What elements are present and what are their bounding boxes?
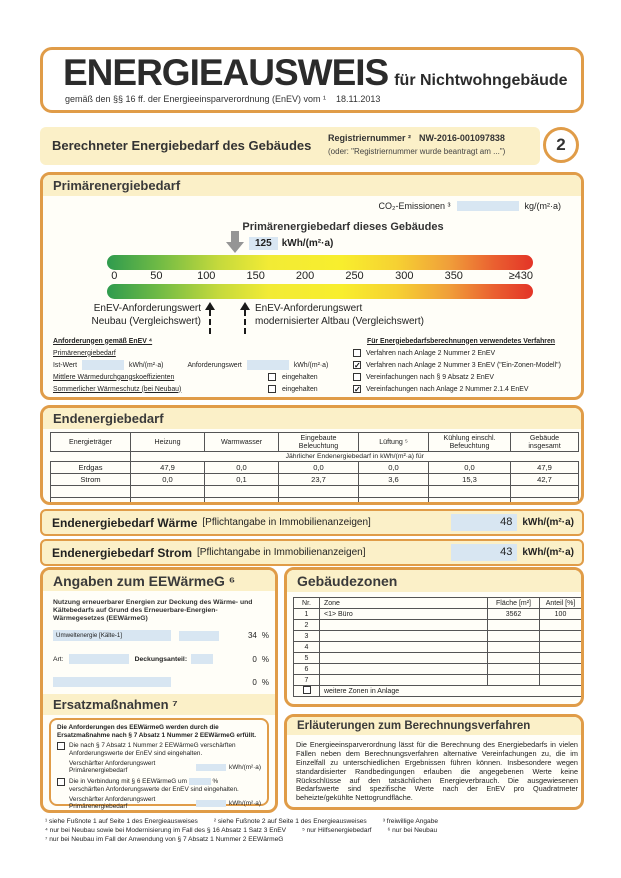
method-checkbox-3[interactable] (353, 373, 361, 381)
ist-value-field[interactable] (82, 360, 124, 370)
methods-heading: Für Energiebedarfsberechnungen verwendetes Verfahren (367, 337, 556, 345)
ersatz-intro: Die Anforderungen des EEWärmeG werden durch die Ersatzmaßnahme nach § 7 Absatz 1 Nummer 2 EEWärmeG erfüllt. (57, 724, 257, 739)
zone-row: 2 (294, 620, 582, 631)
table-header-row (51, 433, 579, 452)
pointer-value-field[interactable]: 125 (249, 237, 278, 250)
anforderung-label: Anforderungswert (187, 361, 242, 369)
heat-bar-title: Endenergiebedarf Wärme (52, 515, 198, 530)
tick-300: 300 (395, 270, 414, 282)
table-row: Strom 0,0 0,1 23,7 3,6 15,3 42,7 (51, 474, 579, 486)
zone-row: 3 (294, 631, 582, 642)
enev-requirements-column (53, 335, 349, 395)
more-zones-label: weitere Zonen in Anlage (320, 686, 582, 697)
footnote-2: ² siehe Fußnote 2 auf Seite 1 des Energieausweises (213, 818, 367, 825)
energy-scale (107, 255, 533, 299)
co2-unit: kg/(m²·a) (524, 201, 561, 211)
end-energy-power-bar (40, 539, 584, 566)
building-demand-label: Primärenergiebedarf dieses Gebäudes (242, 221, 444, 233)
eewaermeg-pct-1: 34 % (247, 631, 269, 640)
method-item-3 (353, 371, 577, 383)
verschaerfter-field-2[interactable] (196, 800, 226, 807)
waermedurchgang-state: eingehalten (282, 373, 318, 381)
law-reference (65, 94, 380, 104)
heat-unit: kWh/(m²·a) (522, 517, 574, 528)
waermeschutz-row (53, 383, 349, 395)
explanations-box (284, 714, 584, 810)
scale-pointer-icon (226, 231, 244, 253)
tick-150: 150 (246, 270, 265, 282)
header-box (40, 47, 584, 113)
tick-0: 0 (111, 270, 118, 282)
footnotes (45, 818, 583, 843)
eewaermeg-row-2 (53, 654, 269, 664)
method-label-3: Vereinfachungen nach § 9 Absatz 2 EnEV (366, 373, 494, 381)
subtitle-text: für Nichtwohngebäude (394, 72, 568, 89)
footnote-1: ¹ siehe Fußnote 1 auf Seite 1 des Energieausweises (45, 818, 198, 825)
zones-col-anteil: Anteil [%] (540, 598, 582, 609)
calc-demand-band (40, 127, 540, 165)
registration-value: NW-2016-001097838 (419, 133, 505, 143)
waermeschutz-label: Sommerlicher Wärmeschutz (bei Neubau) (53, 385, 182, 393)
zone-row: 7 (294, 675, 582, 686)
more-zones-checkbox[interactable] (303, 686, 311, 694)
method-checkbox-4[interactable]: ✓ (354, 385, 361, 394)
scale-band-bottom (107, 284, 533, 299)
method-label-4: Vereinfachungen nach Anlage 2 Nummer 2.1.4 EnEV (366, 385, 529, 393)
zones-table (293, 597, 582, 697)
end-energy-title: Endenergiebedarf (43, 408, 581, 429)
power-unit: kWh/(m²·a) (522, 547, 574, 558)
table-span-header-row (51, 452, 579, 462)
method-item-1 (353, 347, 577, 359)
zones-col-nr: Nr. (294, 598, 320, 609)
primary-energy-box (40, 172, 584, 400)
footnote-4: ⁴ nur bei Neubau sowie bei Modernisierung im Fall des § 16 Absatz 1 Satz 3 EnEV (45, 827, 287, 834)
scale-band-top (107, 255, 533, 270)
ist-wert-row (53, 359, 349, 371)
art-field[interactable] (69, 654, 129, 664)
col-warmwasser: Warmwasser (205, 433, 279, 452)
eewaermeg-title: Angaben zum EEWärmeG ⁶ (43, 570, 275, 591)
col-kuehlung: Kühlung einschl. Befeuchtung (429, 433, 511, 452)
ist-unit: kWh/(m²·a) (129, 361, 164, 369)
explanations-title: Erläuterungen zum Berechnungsverfahren (287, 717, 581, 735)
calc-demand-title: Berechneter Energiebedarf des Gebäudes (52, 138, 312, 153)
anforderung-unit: kWh/(m²·a) (293, 361, 329, 369)
ersatz-checkbox-label-1: Die nach § 7 Absatz 1 Nummer 2 EEWärmeG verschärften Anforderungswerte der EnEV sind eingehalten. (69, 742, 236, 758)
eewaermeg-pct-2: 0 % (252, 654, 269, 664)
tick-50: 50 (150, 270, 163, 282)
zone-row: 1 <1> Büro 3562 100 (294, 609, 582, 620)
eewaermeg-value-field-1[interactable] (179, 631, 219, 641)
eewaermeg-intro: Nutzung erneuerbarer Energien zur Deckung des Wärme- und Kältebedarfs auf Grund des Erneuerbare-Energien-Wärmegesetzes (EEWärmeG) (53, 599, 253, 623)
pointer-unit: kWh/(m²·a) (281, 238, 334, 249)
end-energy-heat-bar (40, 509, 584, 536)
deckungsanteil-field[interactable] (191, 654, 213, 664)
zones-box (284, 567, 584, 707)
registration-note: (oder: "Registriernummer wurde beantragt am ...") (328, 147, 506, 156)
method-item-4 (353, 383, 577, 395)
heat-bar-bracket: [Pflichtangabe in Immobilienanzeigen] (202, 517, 371, 528)
verschaerfter-label-2: Verschärfter Anforderungswert Primärenergiebedarf (69, 795, 156, 811)
end-energy-table (50, 432, 579, 505)
co2-emissions-row (378, 201, 561, 211)
span-header: Jährlicher Endenergiebedarf in kWh/(m²·a) für (131, 452, 579, 462)
registration-label: Registriernummer ² (328, 133, 412, 143)
footnote-5: ⁵ nur Hilfsenergiebedarf (302, 827, 372, 834)
tick-350: 350 (444, 270, 463, 282)
deckungsanteil-label: Deckungsanteil: (134, 655, 188, 663)
ersatz-inner-box (49, 718, 269, 811)
verschaerfter-label-1: Verschärfter Anforderungswert Primärenergiebedarf (69, 759, 156, 775)
col-energietraeger: Energieträger (51, 433, 131, 452)
zones-col-zone: Zone (320, 598, 488, 609)
col-gesamt: Gebäude insgesamt (511, 433, 579, 452)
table-row: Erdgas 47,9 0,0 0,0 0,0 0,0 47,9 (51, 462, 579, 474)
heat-value-field[interactable]: 48 (451, 514, 517, 531)
title-text: ENERGIEAUSWEIS (63, 52, 389, 93)
tick-250: 250 (345, 270, 364, 282)
zone-more-row (294, 686, 582, 697)
table-row (51, 486, 579, 498)
zones-header-row (294, 598, 582, 609)
method-label-2: Verfahren nach Anlage 2 Nummer 3 EnEV ("Ein-Zonen-Modell") (366, 361, 561, 369)
zone-row: 4 (294, 642, 582, 653)
zones-col-flaeche: Fläche [m²] (488, 598, 540, 609)
requirements-sub: Primärenergiebedarf (53, 349, 116, 357)
ersatz-requirement-1 (69, 760, 261, 775)
waermedurchgang-checkbox[interactable] (268, 373, 276, 381)
verschaerfter-unit-2: kWh/(m²·a) (229, 799, 261, 807)
ersatz-checkbox-row-2 (57, 778, 261, 794)
co2-label: CO₂-Emissionen ³ (378, 201, 451, 211)
ersatz-checkbox-2[interactable] (57, 778, 65, 786)
umweltenergie-field[interactable]: Umweltenergie [Kälte-1] (53, 630, 171, 641)
verschaerfter-field-1[interactable] (196, 764, 226, 771)
eewaermeg-field-3[interactable] (53, 677, 171, 687)
neubau-reference-label: EnEV-Anforderungswert Neubau (Vergleichswert) (91, 303, 201, 327)
eewaermeg-row-3 (53, 677, 269, 687)
methods-column (353, 335, 577, 395)
col-beleuchtung: Eingebaute Beleuchtung (279, 433, 359, 452)
scale-tick-labels (107, 270, 533, 284)
waermedurchgang-label: Mittlere Wärmedurchgangskoeffizienten (53, 373, 175, 381)
power-value-field[interactable]: 43 (451, 544, 517, 561)
power-bar-title: Endenergiebedarf Strom (52, 545, 193, 560)
method-item-2 (353, 359, 577, 371)
ersatz-checkbox-label-2: Die in Verbindung mit § 6 EEWärmeG um % verschärften Anforderungswerte der EnEV sind eingehalten. (69, 778, 239, 793)
ersatz-title: Ersatzmaßnahmen ⁷ (43, 694, 275, 715)
footnote-6: ⁶ nur bei Neubau (387, 827, 438, 834)
tick-430: ≥430 (508, 270, 533, 282)
zone-row: 5 (294, 653, 582, 664)
col-heizung: Heizung (131, 433, 205, 452)
altbau-reference-label: EnEV-Anforderungswert modernisierter Altbau (Vergleichswert) (255, 303, 424, 327)
law-line: gemäß den §§ 16 ff. der Energieeinsparverordnung (EnEV) vom ¹ (65, 94, 326, 104)
primary-energy-title: Primärenergiebedarf (43, 175, 581, 196)
footnote-7: ⁷ nur bei Neubau im Fall der Anwendung von § 7 Absatz 1 Nummer 2 EEWärmeG (45, 836, 284, 843)
eewaermeg-pct-3: 0 % (252, 677, 269, 687)
tick-100: 100 (197, 270, 216, 282)
anforderung-value-field[interactable] (247, 360, 289, 370)
art-label: Art: (53, 655, 64, 663)
method-label-1: Verfahren nach Anlage 2 Nummer 2 EnEV (366, 349, 496, 357)
requirements-heading: Anforderungen gemäß EnEV ⁴ (53, 337, 153, 345)
method-checkbox-2[interactable]: ✓ (354, 361, 361, 370)
ersatz-checkbox-row-1 (57, 742, 261, 757)
altbau-reference-arrow-icon (240, 302, 250, 334)
zone-row: 6 (294, 664, 582, 675)
co2-value-field[interactable] (457, 201, 519, 211)
neubau-reference-arrow-icon (205, 302, 215, 334)
table-row (51, 498, 579, 506)
verschaerfter-unit-1: kWh/(m²·a) (229, 763, 261, 771)
ist-label: Ist-Wert (53, 361, 77, 369)
registration-number (328, 133, 505, 143)
zones-title: Gebäudezonen (287, 570, 581, 592)
eewaermeg-box (40, 567, 278, 813)
ersatz-pct-field[interactable] (189, 778, 211, 785)
end-energy-box (40, 405, 584, 505)
power-bar-bracket: [Pflichtangabe in Immobilienanzeigen] (197, 547, 366, 558)
waermedurchgang-row (53, 371, 349, 383)
page-number-badge: 2 (543, 127, 579, 163)
document-title (63, 52, 568, 94)
method-checkbox-1[interactable] (353, 349, 361, 357)
footnote-3: ³ freiwillige Angabe (382, 818, 439, 825)
law-date: 18.11.2013 (335, 94, 381, 104)
col-lueftung: Lüftung ⁵ (359, 433, 429, 452)
eewaermeg-row-1 (53, 630, 269, 641)
waermeschutz-checkbox[interactable] (268, 385, 276, 393)
tick-200: 200 (295, 270, 315, 282)
ersatz-checkbox-1[interactable] (57, 742, 65, 750)
waermeschutz-state: eingehalten (282, 385, 318, 393)
explanations-body: Die Energieeinsparverordnung lässt für die Berechnung des Energiebedarfs in vielen Fällen neben dem Berechnungsverfahren alternative Vereinfachungen zu, die im Einzelfall zu unterschiedlichen Ergebnissen führen können. Insbesondere wegen standardisierter Randbedingungen erlauben die angegebenen Werte keine Rückschlüsse auf den tatsächlichen Energieverbrauch. Die ausgewiesenen Bedarfswerte sind spezifische Werte nach der EnEV pro Quadratmeter beheizte/gekühlte Nettogrundfläche. (296, 740, 578, 803)
pointer-value (249, 237, 333, 250)
ersatz-requirement-2 (69, 796, 261, 811)
